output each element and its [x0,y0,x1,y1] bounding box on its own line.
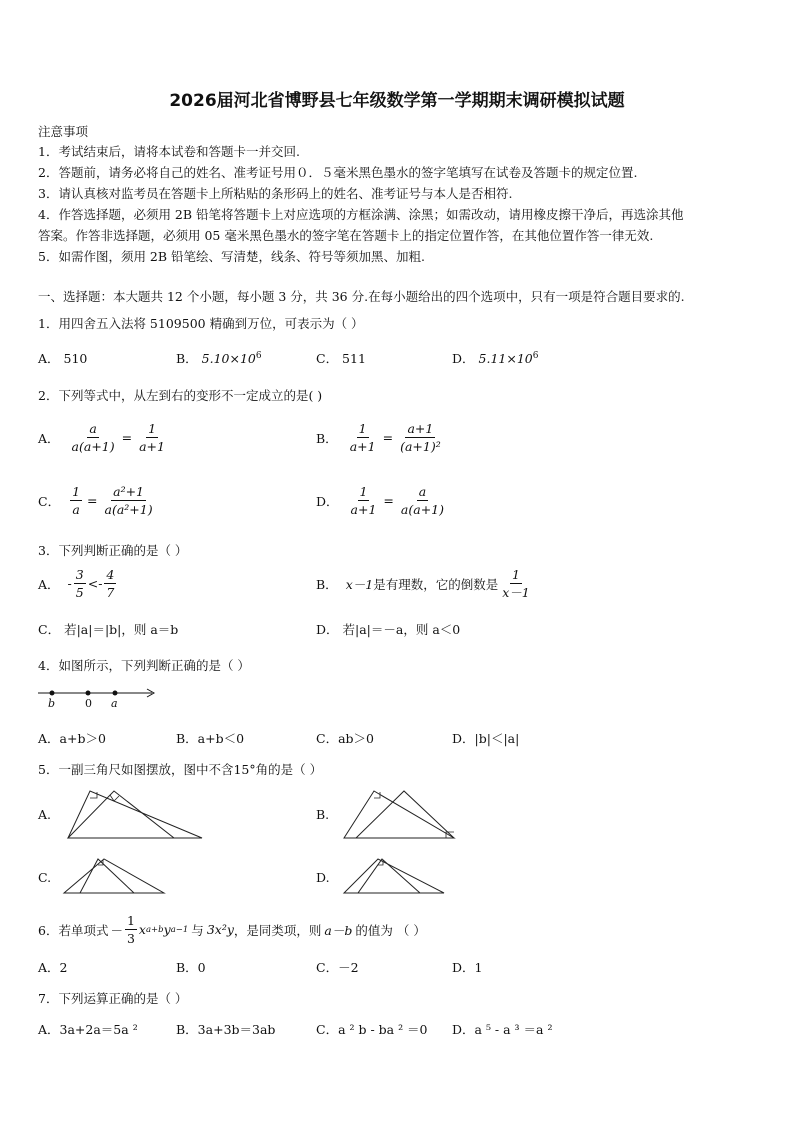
q3-option-b-text: 是有理数，它的倒数是 [373,576,499,592]
q5-option-a: A. [38,807,52,822]
q7-option-b: B．3a+3b＝3ab [176,1022,276,1037]
q6-monomial-y: y [163,922,171,937]
fraction-numerator: 1 [148,421,157,436]
question-2-stem: 2．下列等式中，从左到右的变形不一定成立的是( ) [38,388,323,403]
q5-figure-a [66,788,206,840]
q5-option-b: B. [316,807,330,822]
q6-option-d: D．1 [452,960,483,975]
q3-option-a-label: A． [38,576,60,592]
question-7-stem: 7．下列运算正确的是（ ） [38,991,188,1006]
fraction-numerator: 1 [359,484,368,499]
q2-option-b: B． $\frac{1}{a+1}$ = $\frac{a+1}{\text{(a+1)²}}$ [316,421,441,454]
fraction-denominator: 7 [106,585,115,600]
q3-option-c-text: 若|a|＝|b|，则 a＝b [64,622,179,637]
q4-option-b: B．a+b＜0 [176,731,245,746]
fraction-numerator: a [418,484,427,499]
fraction-denominator: a(a+1) [71,439,115,454]
q2-option-b-label: B． [316,430,338,446]
fraction-denominator: a+1 [349,439,376,454]
note-item: 3．请认真核对监考员在答题卡上所粘贴的条形码上的姓名、准考证号与本人是否相符. [38,186,513,201]
q4-option-a: A．a+b＞0 [38,731,106,746]
notes-heading: 注意事项 [38,124,89,139]
fraction-denominator: x－1 [502,585,530,600]
q6-exponent-1: a+b [145,924,164,935]
q1-option-b-label: B． [176,351,198,366]
q3-option-d [316,620,460,638]
label-a: a [111,697,118,710]
q7-option-d: D．a ⁵ - a ³ ＝a ² [452,1022,553,1037]
q6-stem-tail: 的值为 （ ） [355,922,426,938]
q6-expression: a－b [324,922,353,938]
page-title: 2026届河北省博野县七年级数学第一学期期末调研模拟试题 [169,91,625,111]
q6-option-b: B．0 [176,960,206,975]
q3-option-d-label: D． [316,622,339,637]
fraction-numerator: a+1 [407,421,434,436]
q2-option-d-label: D． [316,493,339,509]
q7-option-a: A．3a+2a＝5a ² [38,1022,138,1037]
note-item: 1．考试结束后，请将本试卷和答题卡一并交回. [38,144,300,159]
label-zero: 0 [85,697,92,710]
q2-option-c: C． $\frac{1}{a}$ = $\frac{\text{a²+1}}{\text{a(a²+1)}}$ [38,484,153,517]
q6-monomial-2: 3x²y [206,922,234,937]
fraction-denominator: a [72,502,80,517]
question-6-stem: 6．若单项式 － $\frac{1}{3}$ x a+b y a−1 与 3x²y ，是同类项，则 a－b 的值为 （ ） [38,913,426,946]
q6-stem-pre: 6．若单项式 [38,922,109,938]
fraction-denominator: (a+1)² [400,439,441,454]
q5-option-d: D. [316,870,330,885]
fraction-denominator: a(a²+1) [104,502,153,517]
question-4-stem: 4．如图所示，下列判断正确的是（ ） [38,658,250,673]
q3-option-d-text: 若|a|＝－a，则 a＜0 [342,622,461,637]
q2-option-c-label: C． [38,493,61,509]
fraction-numerator: 3 [75,567,84,582]
question-5-stem: 5．一副三角尺如图摆放，图中不含15°角的是（ ） [38,762,323,777]
q3-option-c [38,620,178,638]
fraction-numerator: a [89,421,97,436]
fraction-denominator: a+1 [350,502,377,517]
q5-figure-b [342,788,458,840]
q5-option-c: C. [38,870,52,885]
q2-option-a: A． $\frac{a}{a(a+1)}$ = $\frac{1}{a+1}$ [38,421,165,454]
q1-option-d-exp: 6 [532,350,539,361]
q1-option-b [176,349,262,367]
note-item: 答案。作答非选择题，必须用 05 毫米黑色墨水的签字笔在答题卡上的指定位置作答，在其他位置作答一律无效. [38,228,654,243]
q2-option-d: D． $\frac{1}{a+1}$ = $\frac{a}{a(a+1)}$ [316,484,444,517]
point-zero [86,691,91,696]
q3-option-b-expr: x－1 [345,576,374,592]
point-b [50,691,55,696]
fraction-numerator: a²+1 [113,484,145,499]
q1-option-d [452,349,538,367]
section-heading: 一、选择题：本大题共 12 个小题，每小题 3 分，共 36 分.在每小题给出的四个选项中，只有一项是符合题目要求的. [38,289,685,304]
note-item: 2．答题前，请务必将自己的姓名、准考证号用０．５毫米黑色墨水的签字笔填写在试卷及答题卡的规定位置. [38,165,638,180]
fraction-denominator: a(a+1) [400,502,444,517]
q1-option-c: C． 511 [316,351,366,366]
q6-option-c: C．－2 [316,960,359,975]
q4-option-d: D．|b|＜|a| [452,731,520,746]
q7-option-c: C．a ² b - ba ² ＝0 [316,1022,428,1037]
q3-option-b [316,567,534,600]
q4-option-c: C．ab＞0 [316,731,374,746]
q3-option-b-label: B． [316,576,338,592]
q3-option-c-label: C． [38,622,61,637]
q1-option-b-exp: 6 [255,350,262,361]
q5-figure-d [342,855,448,897]
label-b: b [48,697,56,710]
q6-conjunction: 与 [191,922,204,938]
q6-exponent-2: a−1 [170,924,189,935]
fraction-numerator: 1 [72,484,81,499]
q6-stem-post: ，是同类项，则 [233,922,322,938]
q6-monomial-x: x [138,922,146,937]
question-1-stem: 1．用四舍五入法将 5109500 精确到万位，可表示为（ ） [38,316,364,331]
fraction-numerator: 1 [512,567,520,582]
question-3-stem: 3．下列判断正确的是（ ） [38,543,188,558]
fraction-numerator: 1 [126,913,135,928]
q1-option-d-value: 5.11×10 [478,351,533,366]
q2-option-a-label: A． [38,430,60,446]
fraction-denominator: 3 [126,931,135,946]
q1-option-d-label: D． [452,351,475,366]
fraction-denominator: 5 [75,585,84,600]
q1-option-a: A． 510 [38,351,88,366]
q3-option-a: A． - $\frac{3}{5}$ <- $\frac{4}{7}$ [38,567,115,600]
note-item: 5．如需作图，须用 2B 铅笔绘、写清楚，线条、符号等须加黑、加粗. [38,249,426,264]
point-a [113,691,118,696]
q6-option-a: A．2 [38,960,68,975]
fraction-numerator: 4 [106,567,115,582]
fraction-numerator: 1 [358,421,367,436]
q1-option-b-value: 5.10×10 [201,351,256,366]
note-item: 4．作答选择题，必须用 2B 铅笔将答题卡上对应选项的方框涂满、涂黑；如需改动，请用橡皮擦干净后，再选涂其他 [38,207,684,222]
q5-figure-c [62,855,168,897]
fraction-denominator: a+1 [139,439,165,454]
